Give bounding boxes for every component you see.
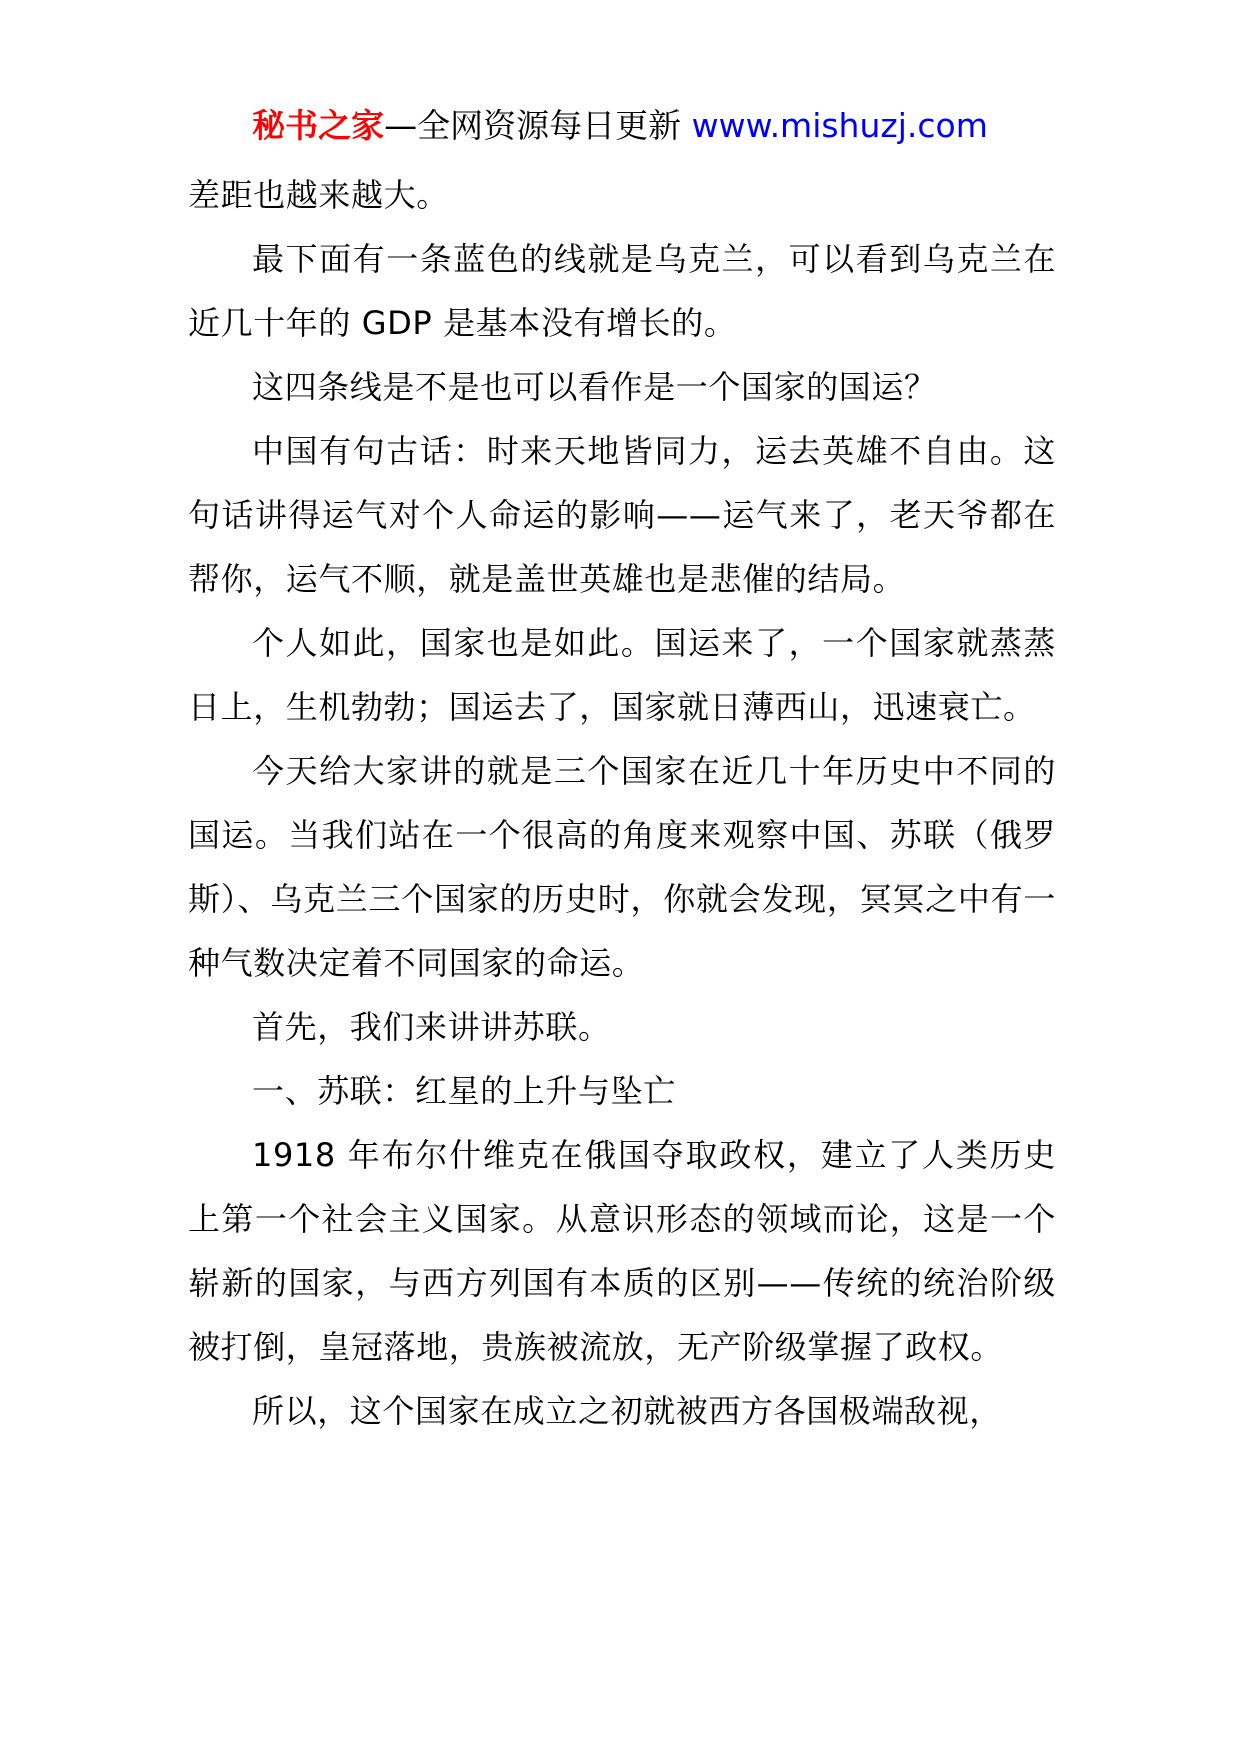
- paragraph: 所以，这个国家在成立之初就被西方各国极端敌视，: [252, 1392, 1002, 1430]
- paragraph: 这四条线是不是也可以看作是一个国家的国运？: [252, 368, 937, 406]
- section-heading: 一、苏联：红星的上升与坠亡: [252, 1072, 676, 1110]
- header-tagline: —全网资源每日更新: [384, 106, 682, 145]
- paragraph: 最下面有一条蓝色的线就是乌克兰，可以看到乌克兰在近几十年的 GDP 是基本没有增长的。: [188, 240, 1056, 342]
- page-header: [0, 104, 1240, 148]
- paragraph: 首先，我们来讲讲苏联。: [252, 1008, 611, 1046]
- paragraph: 今天给大家讲的就是三个国家在近几十年历史中不同的国运。当我们站在一个很高的角度来观察中国、苏联（俄罗斯）、乌克兰三个国家的历史时，你就会发现，冥冥之中有一种气数决定着不同国家的命运。: [188, 752, 1056, 982]
- paragraph: 中国有句古话：时来天地皆同力，运去英雄不自由。这句话讲得运气对个人命运的影响——运气来了，老天爷都在帮你，运气不顺，就是盖世英雄也是悲催的结局。: [188, 432, 1056, 598]
- paragraph: 个人如此，国家也是如此。国运来了，一个国家就蒸蒸日上，生机勃勃；国运去了，国家就日薄西山，迅速衰亡。: [188, 624, 1056, 726]
- paragraph: 1918 年布尔什维克在俄国夺取政权，建立了人类历史上第一个社会主义国家。从意识形态的领域而论，这是一个崭新的国家，与西方列国有本质的区别——传统的统治阶级被打倒，皇冠落地，贵族被流放，无产阶级掌握了政权。: [188, 1136, 1056, 1366]
- brand-name: 秘书之家: [252, 106, 385, 145]
- website-link[interactable]: www.mishuzj.com: [691, 106, 988, 145]
- document-body: [188, 163, 1056, 1443]
- paragraph-continuation: 差距也越来越大。: [188, 176, 449, 214]
